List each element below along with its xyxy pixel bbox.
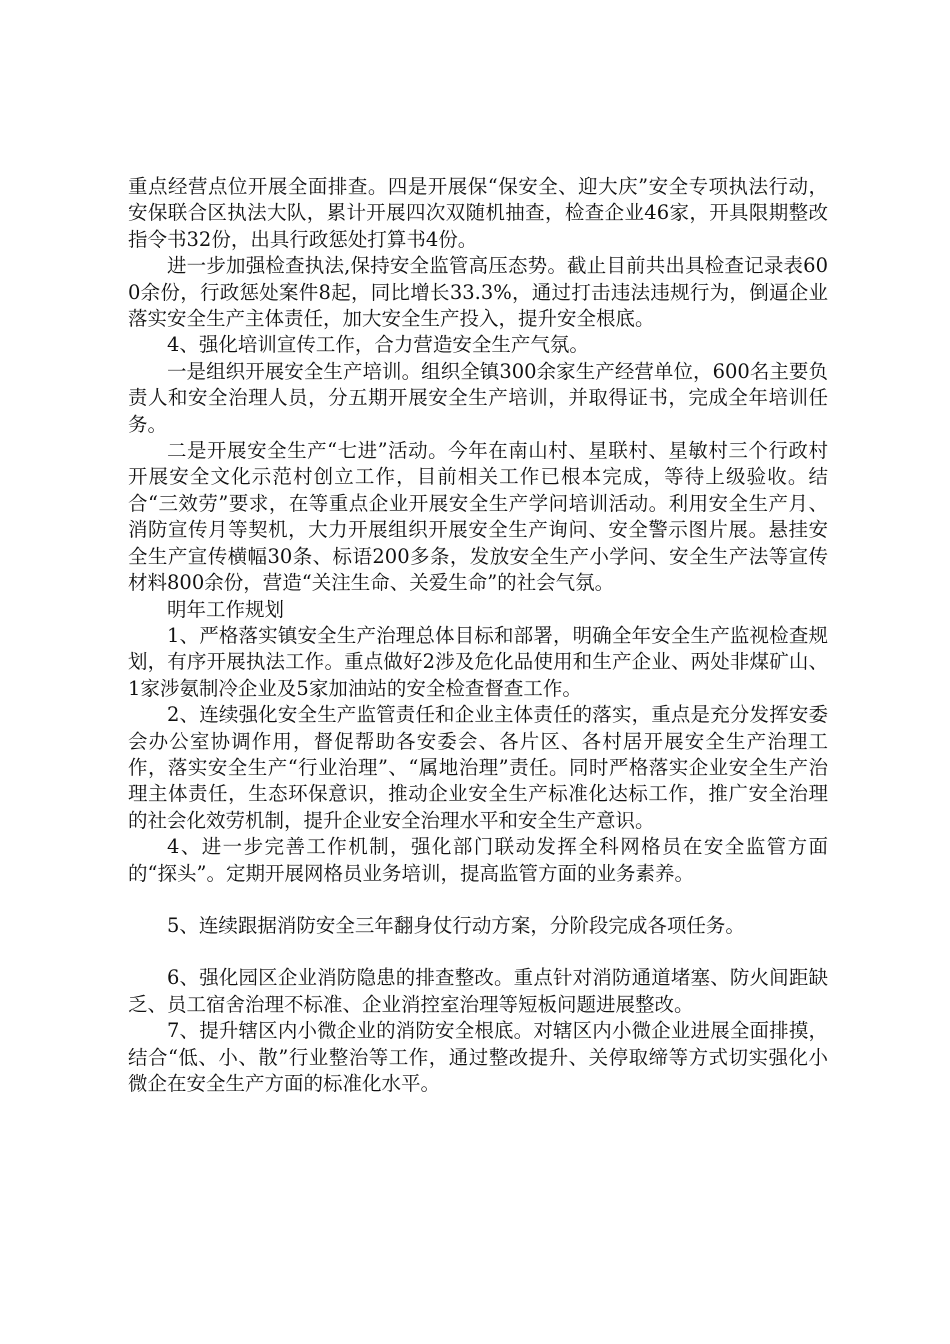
paragraph-7: 1、严格落实镇安全生产治理总体目标和部署，明确全年安全生产监视检查规划，有序开展执法工作。重点做好2涉及危化品使用和生产企业、两处非煤矿山、1家涉氨制冷企业及5家加油站的安全检查督查工作。 (128, 623, 828, 700)
paragraph-3: 4、强化培训宣传工作，合力营造安全生产气氛。 (167, 333, 589, 357)
paragraph-5: 二是开展安全生产“七进”活动。今年在南山村、星联村、星敏村三个行政村开展安全文化示范村创立工作，目前相关工作已根本完成，等待上级验收。结合“三效劳”要求，在等重点企业开展安全生产学问培训活动。利用安全生产月、消防宣传月等契机，大力开展组织开展安全生产询问、安全警示图片展。悬挂安全生产宣传横幅30条、标语200多条，发放安全生产小学问、安全生产法等宣传材料800余份，营造“关注生命、关爱生命”的社会气氛。 (128, 439, 828, 595)
paragraph-11: 6、强化园区企业消防隐患的排查整改。重点针对消防通道堵塞、防火间距缺乏、员工宿舍治理不标准、企业消控室治理等短板问题进展整改。 (128, 966, 828, 1016)
paragraph-12: 7、提升辖区内小微企业的消防安全根底。对辖区内小微企业进展全面排摸，结合“低、小、散”行业整治等工作，通过整改提升、关停取缔等方式切实强化小微企在安全生产方面的标准化水平。 (128, 1019, 828, 1095)
paragraph-4: 一是组织开展安全生产培训。组织全镇300余家生产经营单位，600名主要负责人和安全治理人员，分五期开展安全生产培训，并取得证书，完成全年培训任务。 (128, 359, 828, 436)
section-heading-plan: 明年工作规划 (167, 597, 285, 621)
paragraph-2: 进一步加强检查执法,保持安全监管高压态势。截止目前共出具检查记录表600余份，行政惩处案件8起，同比增长33.3%，通过打击违法违规行为，倒逼企业落实安全生产主体责任，加大安全生产投入，提升安全根底。 (128, 254, 828, 331)
paragraph-1: 重点经营点位开展全面排查。四是开展保“保安全、迎大庆”安全专项执法行动，安保联合区执法大队，累计开展四次双随机抽查，检查企业46家，开具限期整改指令书32份，出具行政惩处打算书4份。 (128, 175, 828, 251)
document-body (128, 174, 828, 1097)
paragraph-8: 2、连续强化安全生产监管责任和企业主体责任的落实，重点是充分发挥安委会办公室协调作用，督促帮助各安委会、各片区、各村居开展安全生产治理工作，落实安全生产“行业治理”、“属地治理”责任。同时严格落实企业安全生产治理主体责任，生态环保意识，推动企业安全生产标准化达标工作，推广安全治理的社会化效劳机制，提升企业安全治理水平和安全生产意识。 (128, 703, 828, 832)
paragraph-10: 5、连续跟据消防安全三年翻身仗行动方案，分阶段完成各项任务。 (167, 913, 745, 937)
paragraph-9: 4、进一步完善工作机制，强化部门联动发挥全科网格员在安全监管方面的“探头”。定期开展网格员业务培训，提高监管方面的业务素养。 (128, 835, 828, 885)
